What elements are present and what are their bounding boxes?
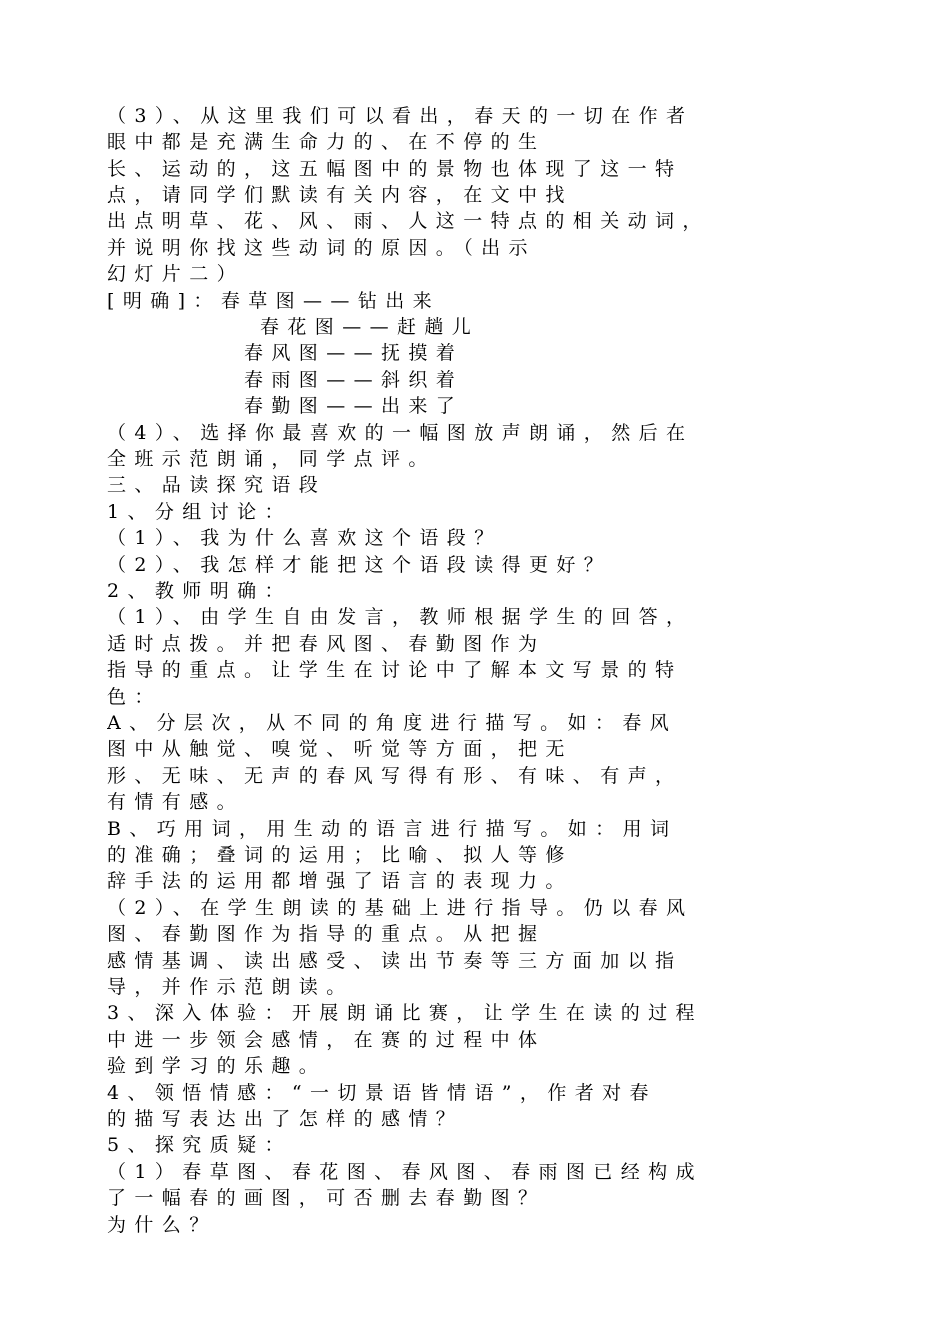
text-line: 春花图——赶趟儿	[260, 316, 480, 338]
text-line: 为什么？	[107, 1214, 217, 1236]
text-line: [明确]：春草图——钻出来	[107, 290, 441, 312]
text-line: 并说明你找这些动词的原因。（出示	[107, 237, 536, 259]
text-line: 导，并作示范朗读。	[107, 976, 354, 998]
text-line: 眼中都是充满生命力的、在不停的生	[107, 131, 546, 153]
text-line: 幻灯片二）	[107, 263, 245, 285]
text-line: 中进一步领会感情，在赛的过程中体	[107, 1029, 546, 1051]
text-line: （1）、我为什么喜欢这个语段？	[107, 527, 502, 549]
text-line: 色：	[107, 686, 162, 708]
text-line: （1）春草图、春花图、春风图、春雨图已经构成	[107, 1161, 703, 1183]
text-line: （2）、在学生朗读的基础上进行指导。仍以春风	[107, 897, 694, 919]
text-line: 的描写表达出了怎样的感情？	[107, 1108, 464, 1130]
text-line: 图、春勤图作为指导的重点。从把握	[107, 923, 546, 945]
text-line: 春勤图——出来了	[244, 395, 464, 417]
text-line: 点，请同学们默读有关内容，在文中找	[107, 184, 573, 206]
text-line: 适时点拨。并把春风图、春勤图作为	[107, 633, 546, 655]
text-line: 全班示范朗诵，同学点评。	[107, 448, 436, 470]
text-line: 了一幅春的画图，可否删去春勤图？	[107, 1187, 546, 1209]
text-line: 4、领悟情感：“一切景语皆情语”，作者对春	[107, 1082, 657, 1104]
text-line: 春雨图——斜织着	[244, 369, 464, 391]
text-line: 5、探究质疑：	[107, 1134, 292, 1156]
text-line: （2）、我怎样才能把这个语段读得更好？	[107, 554, 612, 576]
text-line: 验到学习的乐趣。	[107, 1055, 327, 1077]
text-line: 出点明草、花、风、雨、人这一特点的相关动词，	[107, 210, 710, 232]
text-line: 春风图——抚摸着	[244, 342, 464, 364]
text-line: 指导的重点。让学生在讨论中了解本文写景的特	[107, 659, 683, 681]
text-line: B、巧用词，用生动的语言进行描写。如：用词	[107, 818, 678, 840]
text-line: 图中从触觉、嗅觉、听觉等方面，把无	[107, 738, 573, 760]
text-line: （1）、由学生自由发言，教师根据学生的回答，	[107, 606, 694, 628]
text-line: （3）、从这里我们可以看出，春天的一切在作者	[107, 105, 694, 127]
text-line: 感情基调、读出感受、读出节奏等三方面加以指	[107, 950, 683, 972]
text-line: 1、分组讨论：	[107, 501, 292, 523]
text-line: （4）、选择你最喜欢的一幅图放声朗诵，然后在	[107, 422, 694, 444]
text-line: A、分层次，从不同的角度进行描写。如：春风	[107, 712, 678, 734]
section-heading: 三、品读探究语段	[107, 474, 327, 496]
text-line: 2、教师明确：	[107, 580, 292, 602]
text-line: 形、无味、无声的春风写得有形、有味、有声，	[107, 765, 683, 787]
text-line: 3、深入体验：开展朗诵比赛，让学生在读的过程	[107, 1002, 703, 1024]
text-line: 长、运动的，这五幅图中的景物也体现了这一特	[107, 158, 683, 180]
text-line: 的准确；叠词的运用；比喻、拟人等修	[107, 844, 573, 866]
text-line: 辞手法的运用都增强了语言的表现力。	[107, 870, 573, 892]
text-line: 有情有感。	[107, 791, 245, 813]
